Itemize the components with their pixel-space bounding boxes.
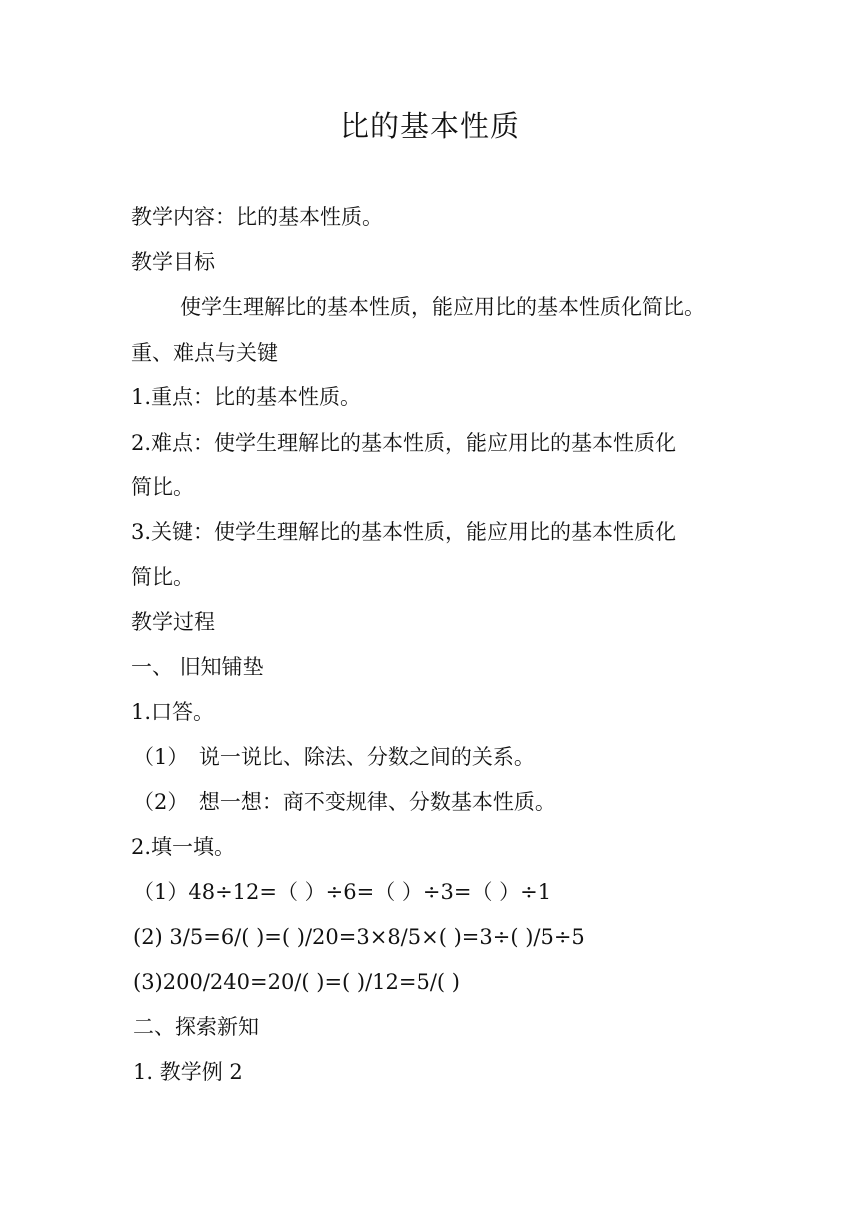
fill-in-heading: 2.填一填。 <box>131 835 236 859</box>
key-points-heading: 重、难点与关键 <box>131 341 278 365</box>
oral-answer-heading: 1.口答。 <box>131 700 215 724</box>
difficulty-line-2: 简比。 <box>131 475 194 499</box>
teaching-goal-heading: 教学目标 <box>131 250 215 274</box>
fill-in-question-3: (3)200/240=20/( )=( )/12=5/( ) <box>133 970 460 994</box>
key-line-1: 3.关键：使学生理解比的基本性质，能应用比的基本性质化 <box>131 520 677 544</box>
teaching-goal-text: 使学生理解比的基本性质，能应用比的基本性质化简比。 <box>180 295 705 319</box>
document-title: 比的基本性质 <box>339 109 520 143</box>
teaching-content-line: 教学内容：比的基本性质。 <box>131 205 383 229</box>
difficulty-line-1: 2.难点：使学生理解比的基本性质，能应用比的基本性质化 <box>131 431 677 455</box>
key-point-1: 1.重点：比的基本性质。 <box>131 385 362 409</box>
oral-question-2: （2） 想一想：商不变规律、分数基本性质。 <box>133 790 556 814</box>
oral-question-1: （1） 说一说比、除法、分数之间的关系。 <box>133 745 535 769</box>
fill-in-question-2: (2) 3/5=6/( )=( )/20=3×8/5×( )=3÷( )/5÷5 <box>133 925 585 949</box>
fill-in-question-1: （1）48÷12=（ ）÷6=（ ）÷3=（ ）÷1 <box>133 880 552 904</box>
section-2-heading: 二、探索新知 <box>133 1015 259 1039</box>
key-line-2: 简比。 <box>131 565 194 589</box>
section-1-heading: 一、 旧知铺垫 <box>131 655 264 679</box>
teaching-process-heading: 教学过程 <box>131 610 215 634</box>
example-2-heading: 1. 教学例 2 <box>133 1060 243 1084</box>
